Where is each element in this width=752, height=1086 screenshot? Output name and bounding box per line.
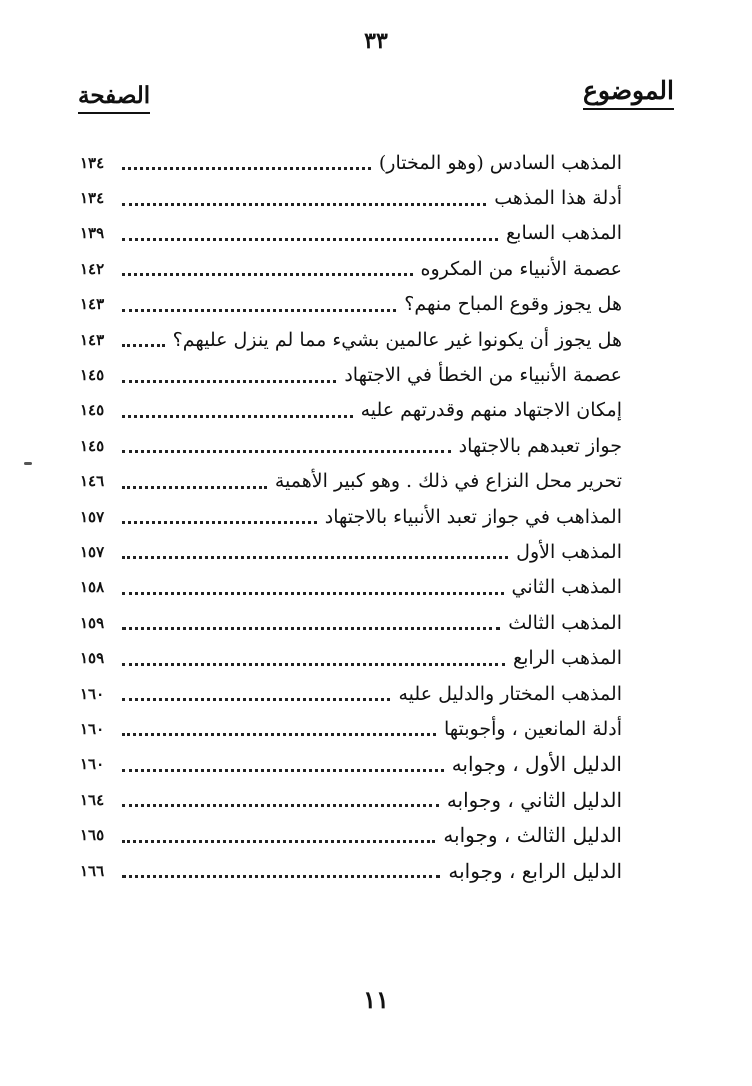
toc-entry <box>80 711 622 746</box>
toc-entry <box>80 145 622 180</box>
toc-entry-page: ١٤٥ <box>80 366 105 385</box>
toc-entry-page: ١٥٩ <box>80 613 105 632</box>
toc-entry-page: ١٤٣ <box>80 295 105 314</box>
toc-entry-page: ١٤٦ <box>80 472 105 491</box>
toc-entry <box>80 287 622 322</box>
toc-entry-title: المذهب السادس (وهو المختار) <box>375 152 622 174</box>
toc-entry <box>80 180 622 215</box>
dot-leader <box>122 840 435 843</box>
toc-entry-title: المذاهب في جواز تعبد الأنبياء بالاجتهاد <box>321 506 622 528</box>
scan-smudge <box>24 462 32 465</box>
dot-leader <box>122 203 486 206</box>
toc-entry <box>80 428 622 463</box>
toc-entry <box>80 464 622 499</box>
toc-entry-title: المذهب الأول <box>512 541 622 563</box>
toc-entry <box>80 393 622 428</box>
dot-leader <box>122 380 336 383</box>
toc-entry <box>80 853 622 888</box>
toc-entry-title: هل يجوز أن يكونوا غير عالمين بشيء مما لم ينزل عليهم؟ <box>169 329 622 351</box>
toc-entry-title: الدليل الرابع ، وجوابه <box>444 859 622 883</box>
dot-leader <box>122 698 390 701</box>
dot-leader <box>122 627 500 630</box>
dot-leader <box>122 592 504 595</box>
toc-entry <box>80 357 622 392</box>
toc-entry <box>80 817 622 852</box>
toc-entry-title: الدليل الثاني ، وجوابه <box>443 788 622 812</box>
toc-entry-page: ١٣٤ <box>80 189 105 208</box>
toc-entry-title: جواز تعبدهم بالاجتهاد <box>455 435 622 457</box>
toc-entry-page: ١٦٠ <box>80 755 105 774</box>
toc-entry-title: أدلة هذا المذهب <box>490 187 622 209</box>
dot-leader <box>122 556 508 559</box>
toc-entry-page: ١٥٨ <box>80 578 105 597</box>
toc-entry <box>80 216 622 251</box>
dot-leader <box>122 344 165 347</box>
dot-leader <box>122 167 371 170</box>
dot-leader <box>122 663 505 666</box>
toc-entry-page: ١٥٧ <box>80 542 105 561</box>
toc-entry-title: إمكان الاجتهاد منهم وقدرتهم عليه <box>357 399 622 421</box>
toc-entry-page: ١٦٦ <box>80 861 105 880</box>
dot-leader <box>122 486 267 489</box>
toc-entry-title: الدليل الثالث ، وجوابه <box>439 823 622 847</box>
toc-entry-page: ١٣٤ <box>80 153 105 172</box>
dot-leader <box>122 238 498 241</box>
toc-entry-title: تحرير محل النزاع في ذلك . وهو كبير الأهمية <box>271 470 622 492</box>
toc-entry-page: ١٣٩ <box>80 224 105 243</box>
toc-entry <box>80 640 622 675</box>
dot-leader <box>122 875 440 878</box>
toc-entry-title: المذهب الثالث <box>504 612 622 634</box>
page-column-header: الصفحة <box>78 82 150 114</box>
toc-entry-page: ١٥٩ <box>80 649 105 668</box>
toc-entry-page: ١٦٠ <box>80 719 105 738</box>
toc-entry <box>80 782 622 817</box>
toc-entry <box>80 570 622 605</box>
toc-entry-title: عصمة الأنبياء من الخطأ في الاجتهاد <box>340 364 622 386</box>
dot-leader <box>122 769 444 772</box>
toc-entry-page: ١٦٤ <box>80 790 105 809</box>
toc-entry-title: المذهب الرابع <box>509 647 622 669</box>
dot-leader <box>122 521 317 524</box>
topic-column-header: الموضوع <box>583 76 674 110</box>
page-number: ٣٣ <box>364 28 388 54</box>
table-of-contents <box>80 145 622 888</box>
toc-entry-page: ١٤٥ <box>80 401 105 420</box>
toc-entry-title: المذهب الثاني <box>508 576 622 598</box>
toc-entry-page: ١٤٣ <box>80 330 105 349</box>
toc-entry <box>80 499 622 534</box>
dot-leader <box>122 733 436 736</box>
toc-entry-title: المذهب المختار والدليل عليه <box>394 683 622 705</box>
dot-leader <box>122 450 451 453</box>
toc-entry-page: ١٦٥ <box>80 826 105 845</box>
toc-entry <box>80 322 622 357</box>
sheet-number: ١١ <box>363 985 389 1014</box>
toc-entry <box>80 251 622 286</box>
dot-leader <box>122 273 413 276</box>
toc-entry-page: ١٤٢ <box>80 259 105 278</box>
toc-entry <box>80 534 622 569</box>
toc-entry-title: الدليل الأول ، وجوابه <box>448 752 622 776</box>
dot-leader <box>122 804 439 807</box>
toc-entry-title: المذهب السابع <box>502 222 622 244</box>
dot-leader <box>122 309 396 312</box>
dot-leader <box>122 415 353 418</box>
toc-entry-page: ١٦٠ <box>80 684 105 703</box>
toc-entry-title: هل يجوز وقوع المباح منهم؟ <box>400 293 622 315</box>
toc-entry <box>80 747 622 782</box>
toc-entry-page: ١٥٧ <box>80 507 105 526</box>
toc-entry-title: أدلة المانعين ، وأجوبتها <box>440 718 622 740</box>
toc-entry-title: عصمة الأنبياء من المكروه <box>417 258 623 280</box>
toc-entry <box>80 676 622 711</box>
toc-entry <box>80 605 622 640</box>
toc-entry-page: ١٤٥ <box>80 436 105 455</box>
